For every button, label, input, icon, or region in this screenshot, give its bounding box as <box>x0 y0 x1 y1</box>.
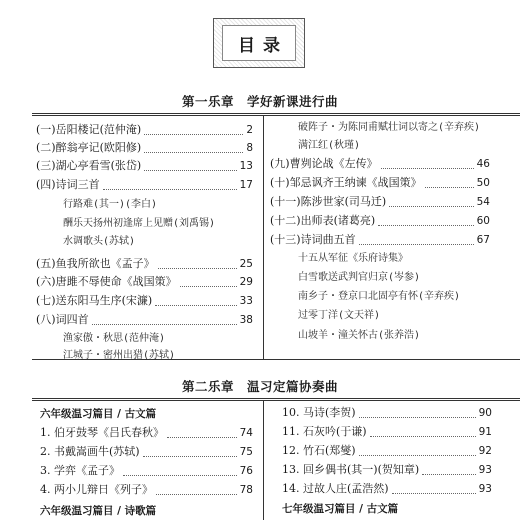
toc-sub-entry[interactable]: 山坡羊・潼关怀古(张养浩) <box>298 330 421 341</box>
toc-entry[interactable]: (十一)陈涉世家(司马迁) 54 <box>270 195 490 208</box>
toc-sub-entry[interactable]: 白雪歌送武判官归京(岑参) <box>298 272 421 283</box>
chapter1-title: 第一乐章 学好新课进行曲 <box>181 94 338 109</box>
toc-sub-entry[interactable]: 行路难(其一)(李白) <box>63 199 158 210</box>
toc-sub-entry[interactable]: 十五从军征《乐府诗集》 <box>298 253 408 264</box>
toc-entry[interactable]: (十二)出师表(诸葛亮) 60 <box>270 214 490 227</box>
toc-entry[interactable]: 14. 过故人庄(孟浩然) 93 <box>282 482 492 495</box>
toc-entry[interactable]: 3. 学弈《孟子》 76 <box>40 464 253 477</box>
toc-entry[interactable]: (六)唐雎不辱使命《战国策》 29 <box>36 275 253 288</box>
chapter1-top-rule <box>32 113 520 116</box>
section-heading: 六年级温习篇目 / 诗歌篇 <box>40 505 157 517</box>
toc-entry[interactable]: (一)岳阳楼记(范仲淹) 2 <box>36 123 253 136</box>
toc-sub-entry[interactable]: 渔家傲・秋思(范仲淹) <box>63 333 166 344</box>
toc-entry[interactable]: (十)邹忌讽齐王纳谏《战国策》 50 <box>270 176 490 189</box>
toc-title-box <box>213 18 305 68</box>
toc-entry[interactable]: 12. 竹石(郑燮) 92 <box>282 444 492 457</box>
toc-sub-entry[interactable]: 水调歌头(苏轼) <box>63 236 136 247</box>
toc-entry[interactable]: 13. 回乡偶书(其一)(贺知章) 93 <box>282 463 492 476</box>
toc-sub-entry[interactable]: 江城子・密州出猎(苏轼) <box>63 350 176 361</box>
chapter1-column-divider <box>263 116 264 359</box>
toc-entry[interactable]: 11. 石灰吟(于谦) 91 <box>282 425 492 438</box>
toc-entry[interactable]: (二)醉翁亭记(欧阳修) 8 <box>36 141 253 154</box>
toc-entry[interactable]: (九)曹刿论战《左传》 46 <box>270 157 490 170</box>
section-heading: 七年级温习篇目 / 古文篇 <box>282 503 399 515</box>
toc-sub-entry[interactable]: 过零丁洋(文天祥) <box>298 310 381 321</box>
toc-entry[interactable]: 1. 伯牙鼓琴《吕氏春秋》 74 <box>40 426 253 439</box>
section-heading: 六年级温习篇目 / 古文篇 <box>40 408 157 420</box>
toc-sub-entry[interactable]: 南乡子・登京口北固亭有怀(辛弃疾) <box>298 291 461 302</box>
toc-sub-entry[interactable]: 酬乐天扬州初逢席上见赠(刘禹锡) <box>63 218 216 229</box>
toc-title: 目录 <box>222 25 296 61</box>
chapter2-column-divider <box>263 401 264 520</box>
toc-entry[interactable]: (五)鱼我所欲也《孟子》 25 <box>36 257 253 270</box>
toc-entry[interactable]: (七)送东阳马生序(宋濂) 33 <box>36 294 253 307</box>
chapter2-top-rule <box>32 398 520 401</box>
toc-entry[interactable]: (三)湖心亭看雪(张岱) 13 <box>36 159 253 172</box>
toc-entry[interactable]: (八)词四首 38 <box>36 313 253 326</box>
toc-sub-entry[interactable]: 破阵子・为陈同甫赋壮词以寄之(辛弃疾) <box>298 122 481 133</box>
toc-entry[interactable]: 4. 两小儿辩日《列子》 78 <box>40 483 253 496</box>
toc-entry[interactable]: 10. 马诗(李贺) 90 <box>282 406 492 419</box>
toc-entry[interactable]: (四)诗词三首 17 <box>36 178 253 191</box>
toc-sub-entry[interactable]: 满江红(秋瑾) <box>298 140 361 151</box>
toc-entry[interactable]: 2. 书戴嵩画牛(苏轼) 75 <box>40 445 253 458</box>
toc-entry[interactable]: (十三)诗词曲五首 67 <box>270 233 490 246</box>
chapter2-title: 第二乐章 温习定篇协奏曲 <box>181 379 338 394</box>
